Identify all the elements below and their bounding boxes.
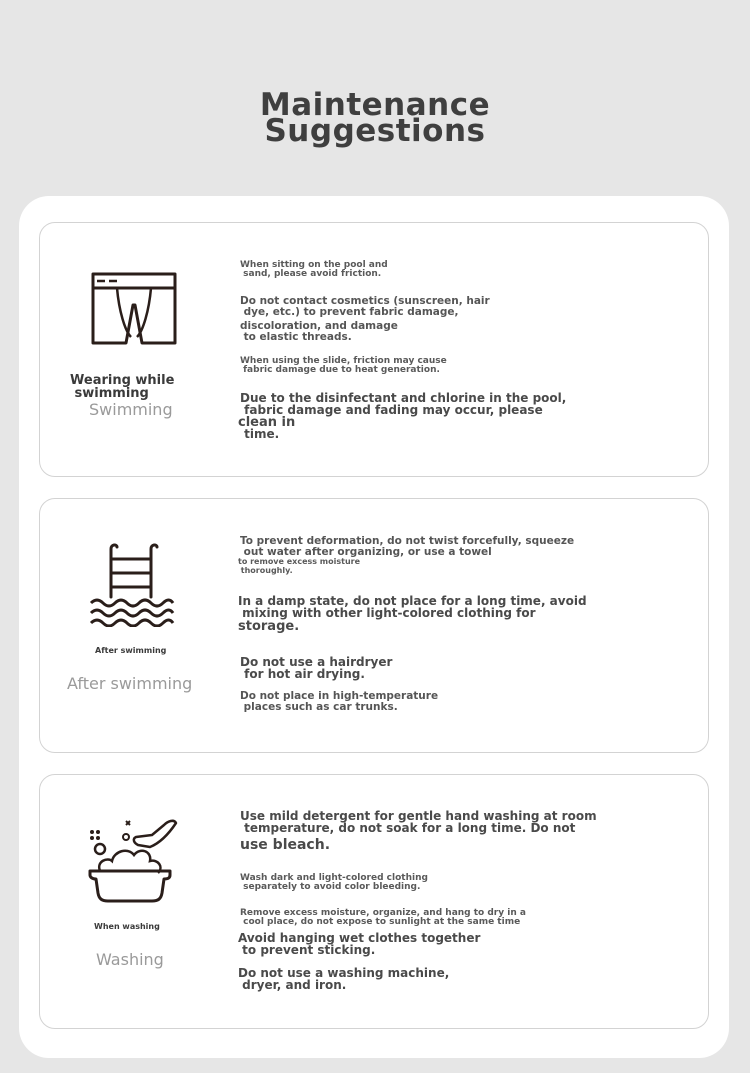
card-after-swimming (39, 498, 709, 753)
tip-text: clean in (238, 415, 296, 430)
tip-text: When sitting on the pool and sand, please avoid friction. (240, 260, 388, 279)
tip-text: Do not contact cosmetics (sunscreen, hair dye, etc.) to prevent fabric damage, (240, 295, 490, 318)
tip-text: Do not place in high-temperature places such as car trunks. (240, 690, 439, 713)
section-label: When washing (94, 922, 160, 931)
tip-text: Do not use a washing machine, dryer, and iron. (238, 966, 450, 992)
tip-text: to remove excess moisture thoroughly. (238, 557, 361, 575)
section-label: Wearing while swimming (70, 373, 175, 401)
tip-text: Do not use a hairdryer for hot air drying. (240, 655, 393, 681)
tip-text: Wash dark and light-colored clothing separately to avoid color bleeding. (240, 873, 428, 892)
tip-text: storage. (238, 619, 300, 634)
tip-text: Avoid hanging wet clothes together to prevent sticking. (238, 931, 481, 957)
section-sublabel: After swimming (67, 674, 193, 693)
tip-text: discoloration, and damage to elastic threads. (240, 320, 398, 343)
tip-text: When using the slide, friction may cause fabric damage due to heat generation. (240, 356, 447, 375)
pool-ladder-icon (89, 541, 175, 627)
section-sublabel: Swimming (89, 400, 173, 419)
tip-text: Remove excess moisture, organize, and hang to dry in a cool place, do not expose to sunlight at the same time (240, 908, 526, 927)
swim-trunks-icon (89, 271, 179, 346)
card-washing (39, 774, 709, 1029)
title-line-2: Suggestions (264, 113, 486, 149)
card-swimming (39, 222, 709, 477)
hand-washing-basin-icon (86, 817, 182, 907)
tip-text: In a damp state, do not place for a long time, avoid mixing with other light-colored clothing for (238, 594, 587, 620)
tip-text: Due to the disinfectant and chlorine in the pool, fabric damage and fading may occur, please (240, 391, 567, 417)
tip-text: time. (240, 427, 280, 441)
tip-text: use bleach. (240, 837, 331, 853)
section-label: After swimming (95, 646, 167, 655)
title-line-1: Maintenance (259, 87, 491, 123)
tip-text: To prevent deformation, do not twist forcefully, squeeze out water after organizing, or use a towel (240, 535, 575, 558)
tip-text: Use mild detergent for gentle hand washing at room temperature, do not soak for a long time. Do not (240, 809, 597, 835)
page-title (0, 87, 750, 149)
section-sublabel: Washing (96, 950, 164, 969)
